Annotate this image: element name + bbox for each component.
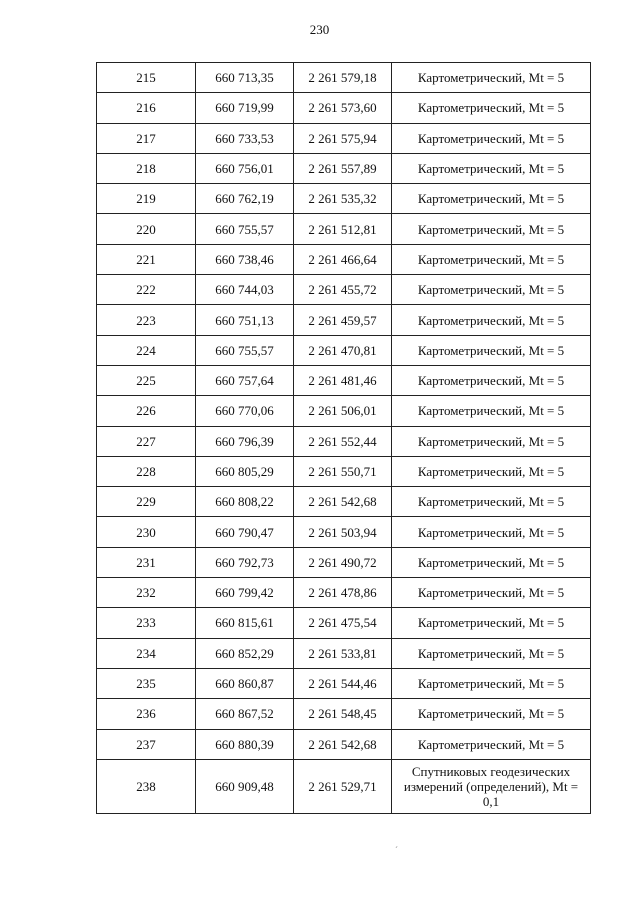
coordinate-x: 660 762,19 bbox=[196, 184, 294, 214]
coordinate-x: 660 860,87 bbox=[196, 668, 294, 698]
coordinate-x: 660 719,99 bbox=[196, 93, 294, 123]
determination-method: Картометрический, Mt = 5 bbox=[392, 517, 591, 547]
coordinate-x: 660 792,73 bbox=[196, 547, 294, 577]
coordinate-x: 660 770,06 bbox=[196, 396, 294, 426]
coordinate-y: 2 261 542,68 bbox=[294, 729, 392, 759]
point-number: 217 bbox=[97, 123, 196, 153]
table-row bbox=[97, 244, 591, 274]
coordinate-x: 660 808,22 bbox=[196, 487, 294, 517]
determination-method: Картометрический, Mt = 5 bbox=[392, 668, 591, 698]
point-number: 237 bbox=[97, 729, 196, 759]
table-row bbox=[97, 699, 591, 729]
coordinate-x: 660 755,57 bbox=[196, 335, 294, 365]
coordinate-y: 2 261 478,86 bbox=[294, 578, 392, 608]
coordinate-x: 660 815,61 bbox=[196, 608, 294, 638]
coordinate-y: 2 261 533,81 bbox=[294, 638, 392, 668]
point-number: 227 bbox=[97, 426, 196, 456]
table-row bbox=[97, 63, 591, 93]
table-row bbox=[97, 365, 591, 395]
point-number: 230 bbox=[97, 517, 196, 547]
coordinate-y: 2 261 455,72 bbox=[294, 275, 392, 305]
coordinate-x: 660 733,53 bbox=[196, 123, 294, 153]
table-row bbox=[97, 305, 591, 335]
coordinate-y: 2 261 552,44 bbox=[294, 426, 392, 456]
table-row bbox=[97, 487, 591, 517]
coordinate-y: 2 261 579,18 bbox=[294, 63, 392, 93]
determination-method: Картометрический, Mt = 5 bbox=[392, 426, 591, 456]
point-number: 218 bbox=[97, 153, 196, 183]
coordinate-x: 660 852,29 bbox=[196, 638, 294, 668]
table-row bbox=[97, 456, 591, 486]
determination-method: Картометрический, Mt = 5 bbox=[392, 638, 591, 668]
determination-method: Картометрический, Mt = 5 bbox=[392, 153, 591, 183]
coordinate-y: 2 261 535,32 bbox=[294, 184, 392, 214]
coordinate-x: 660 738,46 bbox=[196, 244, 294, 274]
determination-method: Картометрический, Mt = 5 bbox=[392, 365, 591, 395]
determination-method: Картометрический, Mt = 5 bbox=[392, 214, 591, 244]
determination-method: Картометрический, Mt = 5 bbox=[392, 275, 591, 305]
point-number: 226 bbox=[97, 396, 196, 426]
point-number: 221 bbox=[97, 244, 196, 274]
point-number: 223 bbox=[97, 305, 196, 335]
coordinate-x: 660 755,57 bbox=[196, 214, 294, 244]
point-number: 215 bbox=[97, 63, 196, 93]
point-number: 228 bbox=[97, 456, 196, 486]
coordinate-x: 660 805,29 bbox=[196, 456, 294, 486]
coordinate-y: 2 261 542,68 bbox=[294, 487, 392, 517]
coordinates-table bbox=[96, 62, 591, 814]
coordinate-y: 2 261 466,64 bbox=[294, 244, 392, 274]
coordinate-y: 2 261 470,81 bbox=[294, 335, 392, 365]
determination-method: Картометрический, Mt = 5 bbox=[392, 608, 591, 638]
table-row bbox=[97, 275, 591, 305]
determination-method: Картометрический, Mt = 5 bbox=[392, 547, 591, 577]
table-row bbox=[97, 93, 591, 123]
table-row bbox=[97, 547, 591, 577]
coordinate-y: 2 261 512,81 bbox=[294, 214, 392, 244]
coordinate-y: 2 261 506,01 bbox=[294, 396, 392, 426]
point-number: 225 bbox=[97, 365, 196, 395]
coordinate-x: 660 796,39 bbox=[196, 426, 294, 456]
table-row bbox=[97, 184, 591, 214]
determination-method: Картометрический, Mt = 5 bbox=[392, 63, 591, 93]
determination-method: Картометрический, Mt = 5 bbox=[392, 305, 591, 335]
coordinate-x: 660 799,42 bbox=[196, 578, 294, 608]
table-row bbox=[97, 153, 591, 183]
point-number: 231 bbox=[97, 547, 196, 577]
scan-speck-mark: ´ bbox=[395, 845, 398, 855]
determination-method: Картометрический, Mt = 5 bbox=[392, 123, 591, 153]
table-row bbox=[97, 335, 591, 365]
table-row bbox=[97, 214, 591, 244]
determination-method: Картометрический, Mt = 5 bbox=[392, 93, 591, 123]
coordinate-x: 660 713,35 bbox=[196, 63, 294, 93]
coordinate-x: 660 756,01 bbox=[196, 153, 294, 183]
coordinates-table-body bbox=[97, 63, 591, 814]
table-row bbox=[97, 638, 591, 668]
table-row bbox=[97, 759, 591, 813]
point-number: 236 bbox=[97, 699, 196, 729]
point-number: 220 bbox=[97, 214, 196, 244]
coordinate-y: 2 261 459,57 bbox=[294, 305, 392, 335]
coordinate-y: 2 261 548,45 bbox=[294, 699, 392, 729]
coordinate-x: 660 867,52 bbox=[196, 699, 294, 729]
coordinate-y: 2 261 529,71 bbox=[294, 759, 392, 813]
point-number: 234 bbox=[97, 638, 196, 668]
coordinate-x: 660 909,48 bbox=[196, 759, 294, 813]
point-number: 224 bbox=[97, 335, 196, 365]
determination-method: Картометрический, Mt = 5 bbox=[392, 578, 591, 608]
point-number: 235 bbox=[97, 668, 196, 698]
point-number: 233 bbox=[97, 608, 196, 638]
coordinate-y: 2 261 557,89 bbox=[294, 153, 392, 183]
coordinate-x: 660 790,47 bbox=[196, 517, 294, 547]
determination-method: Картометрический, Mt = 5 bbox=[392, 396, 591, 426]
coordinate-y: 2 261 573,60 bbox=[294, 93, 392, 123]
coordinate-x: 660 751,13 bbox=[196, 305, 294, 335]
coordinate-y: 2 261 503,94 bbox=[294, 517, 392, 547]
table-row bbox=[97, 396, 591, 426]
determination-method: Картометрический, Mt = 5 bbox=[392, 244, 591, 274]
point-number: 232 bbox=[97, 578, 196, 608]
determination-method: Картометрический, Mt = 5 bbox=[392, 487, 591, 517]
table-row bbox=[97, 578, 591, 608]
table-row bbox=[97, 608, 591, 638]
point-number: 219 bbox=[97, 184, 196, 214]
table-row bbox=[97, 123, 591, 153]
table-row bbox=[97, 729, 591, 759]
point-number: 222 bbox=[97, 275, 196, 305]
coordinate-y: 2 261 550,71 bbox=[294, 456, 392, 486]
point-number: 216 bbox=[97, 93, 196, 123]
coordinate-y: 2 261 575,94 bbox=[294, 123, 392, 153]
table-row bbox=[97, 426, 591, 456]
coordinate-x: 660 880,39 bbox=[196, 729, 294, 759]
determination-method: Картометрический, Mt = 5 bbox=[392, 184, 591, 214]
table-row bbox=[97, 668, 591, 698]
coordinate-y: 2 261 544,46 bbox=[294, 668, 392, 698]
coordinate-x: 660 744,03 bbox=[196, 275, 294, 305]
determination-method: Картометрический, Mt = 5 bbox=[392, 729, 591, 759]
coordinate-y: 2 261 475,54 bbox=[294, 608, 392, 638]
table-row bbox=[97, 517, 591, 547]
coordinate-y: 2 261 481,46 bbox=[294, 365, 392, 395]
determination-method: Картометрический, Mt = 5 bbox=[392, 335, 591, 365]
point-number: 238 bbox=[97, 759, 196, 813]
coordinate-x: 660 757,64 bbox=[196, 365, 294, 395]
determination-method: Картометрический, Mt = 5 bbox=[392, 456, 591, 486]
page-number: 230 bbox=[309, 22, 330, 37]
determination-method: Картометрический, Mt = 5 bbox=[392, 699, 591, 729]
coordinate-y: 2 261 490,72 bbox=[294, 547, 392, 577]
determination-method: Спутниковых геодезических измерений (определений), Mt = 0,1 bbox=[392, 759, 591, 813]
point-number: 229 bbox=[97, 487, 196, 517]
